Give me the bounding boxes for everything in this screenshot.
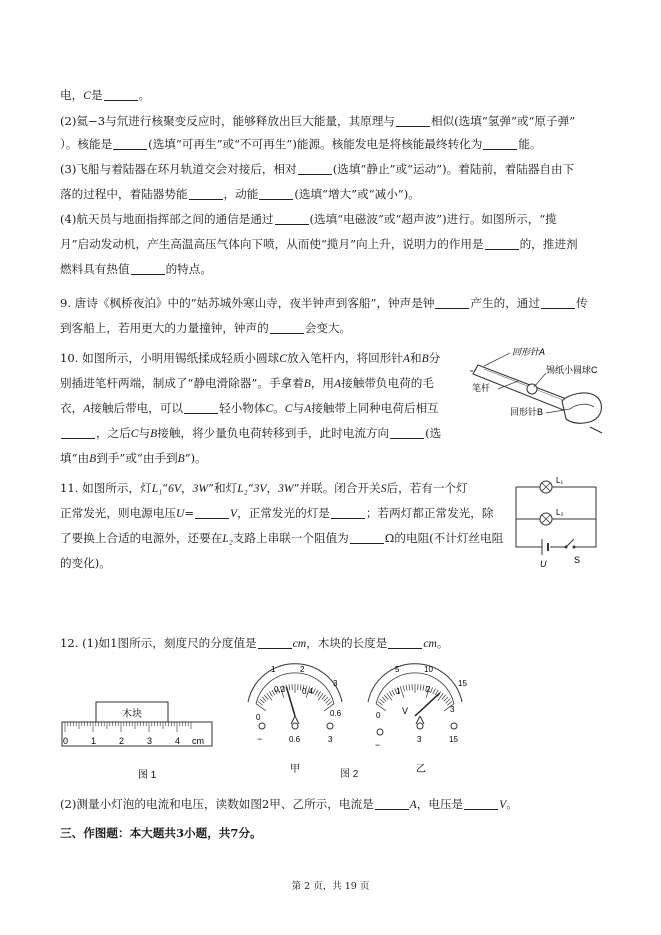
math-symbol: 6V	[168, 482, 181, 495]
text-run: 电，	[60, 88, 84, 102]
text-run: 放入笔杆内，将回形针	[286, 351, 403, 365]
text-run: 分	[428, 351, 441, 365]
ruler-unit: cm	[192, 736, 204, 746]
text-run: 燃料具有热值	[60, 262, 130, 276]
text-line	[60, 426, 441, 441]
text-run: 的，推进剂	[519, 237, 578, 251]
meter-tick-mark	[322, 695, 326, 700]
math-symbol: C	[83, 89, 91, 102]
answer-blank[interactable]	[396, 116, 430, 127]
text-run: =	[184, 506, 195, 520]
text-run: 12. (1)如1图所示，刻度尺的分度值是	[60, 636, 257, 650]
label-l1: L₁	[556, 476, 564, 485]
math-symbol: L₂	[222, 532, 233, 545]
circuit-wire-left	[516, 487, 542, 547]
math-symbol: B	[303, 377, 311, 390]
text-run: (选	[425, 426, 442, 440]
ruler-tick-0: 0	[63, 736, 69, 746]
ammeter-figure	[238, 662, 353, 797]
text-run: 落的过程中，着陆器势能	[60, 187, 188, 201]
answer-blank[interactable]	[331, 508, 365, 519]
answer-blank[interactable]	[184, 403, 218, 414]
meter-tick-mark	[376, 704, 386, 711]
text-run: 填“由	[60, 451, 90, 465]
text-run: ，正常发光的灯是	[237, 506, 330, 520]
page-footer: 第 2 页，共 19 页	[291, 881, 370, 892]
lamp-l1	[540, 481, 552, 493]
text-line	[60, 187, 420, 201]
label-paperclip-b: 回形针B	[510, 407, 544, 417]
text-line	[60, 162, 574, 176]
text-run: 支路上串联一个阻值为	[232, 531, 349, 545]
text-run: (选填“电磁波”或“超声波”)进行。如图所示，“揽	[309, 212, 557, 226]
voltmeter-term-label-15: 15	[449, 735, 458, 744]
voltmeter-pointer	[415, 693, 440, 716]
answer-blank[interactable]	[259, 189, 293, 200]
math-symbol: B	[150, 427, 158, 440]
answer-blank[interactable]	[131, 264, 165, 275]
ammeter-terminal-06	[292, 723, 298, 729]
text-run: Ω的电阻(不计灯丝电阻	[384, 531, 504, 545]
text-run: (2)测量小灯泡的电流和电压，读数如图2甲、乙所示，电流是	[60, 797, 374, 811]
text-run: 。	[273, 401, 285, 415]
text-run: 传	[576, 296, 588, 310]
answer-blank[interactable]	[483, 139, 517, 150]
text-line	[60, 401, 439, 416]
text-line	[60, 636, 449, 651]
math-symbol: C	[265, 402, 274, 415]
text-run: 到客船上，若用更大的力量撞钟，钟声的	[60, 321, 269, 335]
math-symbol: B	[177, 452, 185, 465]
text-line	[60, 137, 542, 151]
ruler-tick-1: 1	[91, 736, 97, 746]
text-run: 到手”或“由手到	[96, 451, 178, 465]
text-line	[60, 114, 575, 128]
text-run: 9. 唐诗《枫桥夜泊》中的“姑苏城外寒山寺，夜半钟声到客船”，钟声是钟	[60, 296, 435, 310]
figure-2-caption: 图 2	[340, 769, 359, 780]
ruler-tick-3: 3	[147, 736, 153, 746]
lamp-l2	[540, 513, 552, 525]
math-symbol: 3W	[278, 482, 294, 495]
text-run: 产生的，通过	[470, 296, 540, 310]
answer-blank[interactable]	[375, 799, 409, 810]
math-symbol: A	[304, 402, 312, 415]
meter-tick-mark	[318, 691, 321, 696]
voltmeter-terminal-15	[451, 723, 457, 729]
answer-blank[interactable]	[61, 428, 95, 439]
text-run: 的特点。	[165, 262, 212, 276]
answer-blank[interactable]	[189, 189, 223, 200]
voltmeter-top-10: 10	[424, 665, 433, 674]
text-line	[60, 826, 262, 840]
ruler-tick-4: 4	[175, 736, 181, 746]
meter-tick-mark	[403, 686, 404, 692]
meter-tick-mark	[378, 701, 383, 705]
answer-blank[interactable]	[275, 214, 309, 225]
text-run: 接触带上同种电荷后相互	[311, 401, 439, 415]
voltmeter-low-1: 1	[396, 687, 401, 696]
label-s: S	[574, 555, 581, 565]
answer-blank[interactable]	[388, 638, 422, 649]
meter-tick-mark	[384, 695, 388, 700]
text-line	[60, 321, 351, 335]
voltmeter-letter: V	[402, 706, 409, 716]
text-run: 接触后带电，可以	[90, 401, 184, 415]
ammeter-top-1: 1	[271, 665, 276, 674]
voltmeter-low-2: 2	[426, 685, 431, 694]
ammeter-top-2: 2	[300, 665, 305, 674]
voltmeter-terminal-3	[417, 723, 423, 729]
text-line	[60, 797, 518, 812]
math-symbol: B	[89, 452, 97, 465]
answer-blank[interactable]	[195, 508, 229, 519]
meter-tick-mark	[433, 689, 436, 694]
text-run: ，电压是	[416, 797, 464, 811]
ammeter-low-0: 0	[256, 713, 261, 722]
math-symbol: L₁	[151, 482, 163, 495]
math-symbol: cm	[423, 637, 437, 650]
answer-blank[interactable]	[541, 298, 575, 309]
ammeter-caption: 甲	[290, 764, 300, 775]
text-run: 轻小物体	[219, 401, 266, 415]
meter-tick-mark	[430, 687, 432, 693]
text-run: ，动能	[223, 187, 259, 201]
ammeter-pointer	[286, 687, 295, 716]
meter-tick-mark	[423, 685, 424, 691]
voltmeter-term-label-3: 3	[417, 735, 422, 744]
text-run: ）。核能是	[60, 137, 113, 151]
meter-tick-mark	[256, 704, 266, 711]
text-run: ，	[266, 481, 279, 495]
meter-tick-mark	[382, 697, 386, 701]
text-line	[60, 212, 557, 226]
text-line	[60, 376, 434, 391]
text-run: 接触带负电荷的毛	[341, 376, 434, 390]
text-run: (4)航天员与地面指挥部之间的通信是通过	[60, 212, 274, 226]
meter-tick-mark	[324, 697, 328, 701]
voltmeter-top-5: 5	[395, 665, 400, 674]
static-remover-figure	[470, 343, 610, 438]
label-foil-ball-c: 锡纸小圆球C	[546, 365, 598, 375]
ruler-figure	[60, 696, 225, 791]
text-run: 会变大。	[304, 321, 352, 335]
math-symbol: C	[279, 352, 287, 365]
meter-tick-mark	[446, 699, 450, 703]
voltmeter-term-label-neg: −	[375, 740, 381, 750]
meter-tick-mark	[400, 686, 404, 697]
answer-blank[interactable]	[435, 298, 469, 309]
parallel-circuit-figure	[508, 475, 608, 570]
text-line	[60, 296, 588, 310]
section-heading: 三、作图题：本大题共3小题，共7分。	[60, 826, 262, 840]
figure-1-caption: 图 1	[138, 770, 157, 781]
meter-tick-mark	[442, 695, 446, 700]
text-line	[60, 88, 150, 103]
text-run: ”并联。闭合开关	[293, 481, 381, 495]
math-symbol: A	[83, 402, 91, 415]
math-symbol: L₂	[237, 482, 248, 495]
ammeter-low-06: 0.6	[330, 709, 342, 718]
meter-tick-mark	[300, 684, 301, 690]
text-run: “	[247, 481, 254, 495]
math-symbol: cm	[292, 637, 307, 650]
text-run: 正常发光，则电源电压	[60, 506, 176, 520]
text-run: 别插进笔杆两端，制成了“静电滑除器”。手拿着	[60, 376, 304, 390]
meter-tick-mark	[260, 699, 264, 703]
text-run: 是	[90, 88, 103, 102]
battery	[542, 539, 548, 555]
text-line	[60, 451, 207, 466]
meter-tick-mark	[258, 701, 263, 705]
text-run: (2)氦−3与氘进行核聚变反应时，能够释放出巨大能量，其原理与	[60, 114, 395, 128]
math-symbol: 3V	[253, 482, 267, 495]
text-run: 衣，	[60, 401, 84, 415]
text-run: (选填“静止”或“运动”)。着陆前，着陆器自由下	[332, 162, 575, 176]
text-run: 后，若有一个灯	[386, 481, 468, 495]
text-run: “	[162, 481, 169, 495]
text-run: 与	[138, 426, 151, 440]
hand-illustration	[562, 393, 602, 433]
meter-tick-mark	[289, 684, 290, 690]
ruler-tick-2: 2	[119, 736, 125, 746]
text-run: (选填“增大”或“减小”)。	[294, 187, 420, 201]
voltmeter-caption: 乙	[416, 764, 426, 775]
text-line	[60, 506, 493, 521]
text-run: 能。	[518, 137, 542, 151]
text-run: 。	[138, 88, 151, 102]
math-symbol: S	[380, 482, 387, 495]
ammeter-low-02: 0.2	[274, 685, 286, 694]
text-line	[60, 237, 578, 251]
label-paperclip-a: 回形针A	[512, 347, 546, 357]
text-run: 相似(选填“氢弹”或“原子弹”	[430, 114, 576, 128]
math-symbol: U	[175, 507, 185, 520]
text-run: 11. 如图所示，灯	[60, 481, 152, 495]
text-run: ”和灯	[208, 481, 238, 495]
voltmeter-terminal-neg	[377, 729, 383, 735]
math-symbol: B	[421, 352, 429, 365]
meter-tick-mark	[392, 690, 395, 695]
meter-tick-mark	[262, 697, 266, 701]
answer-blank[interactable]	[390, 428, 424, 439]
text-line	[60, 262, 212, 276]
text-line	[60, 531, 503, 546]
meter-tick-mark	[409, 684, 410, 690]
meter-tick-mark	[326, 699, 330, 703]
switch-s	[565, 539, 576, 549]
meter-tick-mark	[389, 691, 392, 696]
text-run: 10. 如图所示，小明用锡纸揉成轻质小圆球	[60, 351, 280, 365]
text-run: 的变化)。	[60, 556, 111, 570]
label-u: U	[540, 559, 547, 569]
text-run: ；若两灯都正常发光，除	[365, 506, 494, 520]
math-symbol: V	[499, 798, 507, 811]
label-l2: L₂	[556, 508, 564, 517]
text-run: 接触，将少量负电荷转移到手，此时电流方向	[157, 426, 390, 440]
ammeter-term-label-06: 0.6	[289, 735, 301, 744]
meter-tick-mark	[327, 701, 332, 705]
meter-tick-mark	[406, 685, 407, 691]
math-symbol: 3W	[192, 482, 209, 495]
meter-tick-mark	[444, 697, 448, 701]
voltmeter-figure	[358, 662, 478, 797]
voltmeter-low-3: 3	[450, 705, 455, 714]
ammeter-terminal-neg	[259, 723, 265, 729]
text-run: 。	[436, 636, 449, 650]
text-run: ”)。	[184, 451, 207, 465]
text-run: 了要换上合适的电源外，还要在	[60, 531, 223, 545]
answer-blank[interactable]	[464, 799, 498, 810]
ammeter-term-label-neg: −	[257, 734, 263, 744]
meter-tick-mark	[264, 695, 268, 700]
text-run: ，之后	[96, 426, 131, 440]
ammeter-terminal-3	[327, 723, 333, 729]
text-run: (3)飞船与着陆器在环月轨道交会对接后，相对	[60, 162, 297, 176]
ammeter-term-label-3: 3	[328, 735, 333, 744]
voltmeter-low-0: 0	[376, 711, 381, 720]
math-symbol: A	[402, 352, 410, 365]
ammeter-top-3: 3	[333, 679, 338, 688]
text-run: (选填“可再生”或“不可再生”)能源。核能发电是将核能最终转化为	[148, 137, 483, 151]
answer-blank[interactable]	[270, 323, 304, 334]
answer-blank[interactable]	[350, 533, 384, 544]
answer-blank[interactable]	[298, 164, 332, 175]
ammeter-low-04: 0.4	[302, 687, 314, 696]
answer-blank[interactable]	[258, 638, 292, 649]
meter-tick-mark	[420, 684, 421, 690]
math-symbol: A	[334, 377, 342, 390]
answer-blank[interactable]	[485, 239, 519, 250]
text-run: 。	[506, 797, 518, 811]
text-run: 月”启动发动机，产生高温高压气体向下喷，从而使“揽月”向上升，说明力的作用是	[60, 237, 484, 251]
math-symbol: V	[230, 507, 238, 520]
math-symbol: C	[284, 402, 293, 415]
text-line	[60, 556, 111, 570]
label-pen-barrel: 笔杆	[472, 383, 491, 393]
text-run: 与	[292, 401, 305, 415]
text-run: ，用	[310, 376, 335, 390]
text-line	[60, 351, 440, 366]
answer-blank[interactable]	[113, 139, 147, 150]
text-line	[60, 481, 468, 496]
voltmeter-top-15: 15	[458, 679, 467, 688]
meter-tick-mark	[313, 689, 316, 694]
math-symbol: A	[409, 798, 417, 811]
meter-tick-mark	[269, 691, 272, 696]
text-run: ，木块的长度是	[306, 636, 388, 650]
meter-tick-mark	[380, 699, 384, 703]
math-symbol: C	[130, 427, 139, 440]
circuit-wire-top	[516, 487, 596, 547]
meter-tick-mark	[315, 690, 318, 695]
text-run: 和	[410, 351, 422, 365]
wood-block-label: 木块	[122, 709, 142, 720]
answer-blank[interactable]	[104, 90, 138, 101]
text-run: ，	[181, 481, 193, 495]
